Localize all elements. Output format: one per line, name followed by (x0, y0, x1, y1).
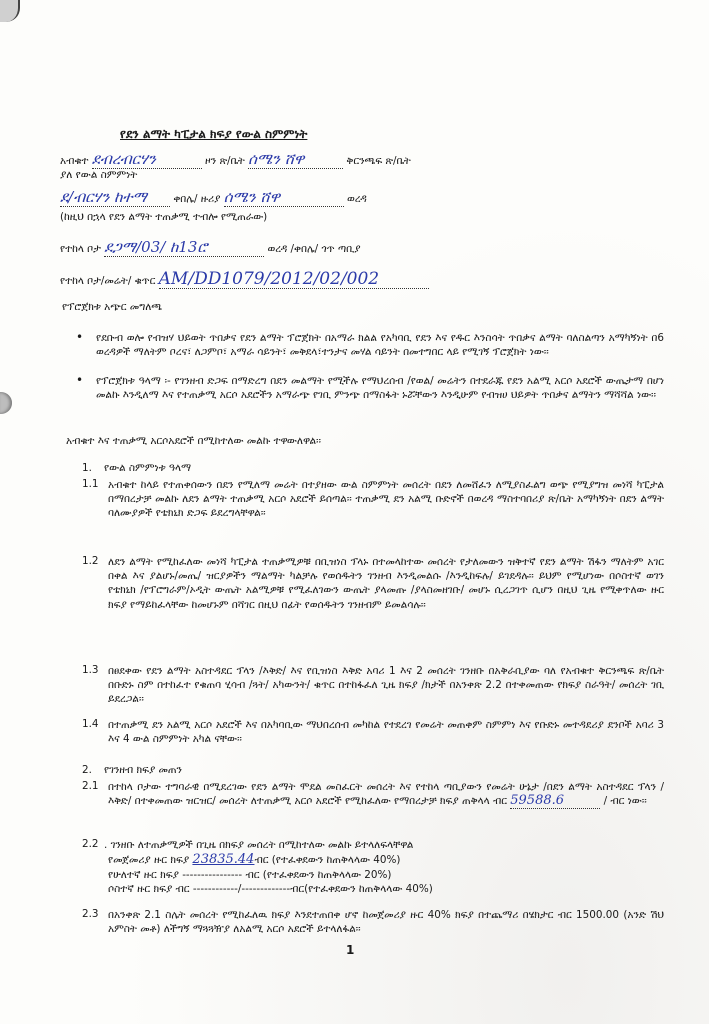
total-amount-field[interactable]: 59588.6 (510, 794, 600, 809)
bullet-dot: • (76, 373, 84, 387)
installment-amount[interactable]: 23835.44 (192, 852, 255, 867)
installment-suffix: ብር (የተፈቀደውን ከጠቅላላው 40%) (254, 854, 401, 866)
branch-office-label: ቅርንጫፍ ጽ/ቤት (346, 155, 411, 167)
clause-text: አብቁተ ከላይ የተጠቀሰውን በደን የሚለማ መሬት በተያዘው ውል ስምምነት መሰረት በደን ለመሸፈን ለሚያስፈልግ ወጭ የሚያግዝ መነሻ ካፒታል በማበረታቻ መልኩ ለደን ልማት ተጠቃሚ አርሶ አደሮች ይሰጣል፡፡ ተጠቃሚ ደን አልሚ ቡድኖች በወረዳ ማስተባበሪያ ጽ/ቤት አማካኝነት በደን ልማት ባለሙያዎች የቴክኒክ ድጋፍ ይደረግላቸዋል፡፡ (108, 479, 664, 520)
clause-number: 1.3 (82, 664, 99, 676)
zone-office-label: ዞን ጽ/ቤት (205, 155, 245, 167)
woreda-label: ወረዳ (347, 193, 367, 205)
clause-text: በተጠቃሚ ደን አልሚ አርሶ አደሮች እና በአካባቢው ማህበረሰብ መካከል የተደረገ የመሬት መጠቀም ስምምነ እና የቡድኑ መተዳደሪያ ደንቦች አባሪ 3 እና 4 ውል ስምምነት አካል ናቸው፡፡ (108, 719, 664, 746)
site-number-field[interactable]: AM/DD1079/2012/02/002 (159, 272, 429, 289)
agreement-intro: አብቁተ እና ተጠቃሚ አርሶአደሮች በሚከተለው መልኩ ተዋውለዋል፡፡ (66, 435, 321, 447)
bullet-text: የፕሮጀክቱ ዓላማ ፡- የገንዘብ ድጋፍ በማድረግ በደን መልማት የሚችሉ የማህረሰብ /የወል/ መሬትን በተደራጁ የደን አልሚ አርሶ አደሮች ውጤታማ በሆነ መልኩ እንዲለማ እና የተጠቃሚ አርሶ አደሮችን አማራጭ የገቢ ምንጭ በማስፋት ኑሯቸውን እንዲሁም የብዝሀ ህይዎት ጥበቃና ልማትን ማሻሻል ነው፡፡ (96, 375, 664, 402)
staple-mark (0, 0, 20, 22)
clause-text-after: / ብር ነው፡፡ (603, 795, 647, 808)
clause-number: 1.4 (82, 718, 99, 730)
branch-label: አብቁተ (60, 155, 89, 167)
zone-office-field[interactable]: ሰሜን ሸዋ (248, 152, 343, 169)
page-number: 1 (346, 943, 355, 957)
clause-number: 1.2 (82, 555, 99, 567)
header-line-1 (60, 152, 411, 169)
woreda-field[interactable]: ሰሜን ሸዋ (224, 190, 344, 207)
planting-site-suffix: ወረዳ /ቀበሌ/ ጎጥ ጣቢያ (267, 243, 361, 255)
branch-field[interactable]: ደብረብርሃን (92, 152, 202, 169)
clause-text: ለደን ልማት የሚከፈለው መነሻ ካፒታል ተጠቃሚዎቹ በቢዝነስ ፕላኑ በተመላከተው መሰረት የታለመውን ዝቅተኛ የደን ልማት ሽፋን ማለትም አገር በቀል እና ያልሆኑ/መጤ/ ዝርያዎችን ማልማት ካልቻሉ የወሰዱትን ገንዘብ እንዲመልሱ /እንዲከፍሉ/ ይገደዳሉ፡፡ ይህም የሚሆነው በሶስተኛ ወገን የቴክኒክ /የፕሮግራም/ኦዲት ውጤት አልሚዎቹ የሚፈለገውን ውጤት ያላመጡ /ያላስመዘገቡ/ መሆኑ ሲረጋገጥ ሲሆን በዚህ ጊዜ የሚቀጥለው ዙር ክፍያ የማይከፈላቸው ከመሆኑም በሻገር በዚህ በፊት የወሰዱትን ገንዘብም ይመልሳሉ፡፡ (108, 556, 664, 611)
bullet-text: የደቡብ ወሎ የብዝሃ ህይወት ጥበቃና የደን ልማት ፕሮጀክት በአማራ ክልል የአካባቢ የደን እና የዱር እንስሳት ጥበቃና ልማት ባለስልጣን አማካኝነት በ6 ወረዳዎች ማለትም ቦረና፣ ለጋምቦ፣ አማራ ሳይንት፣ መቅደላ፣ተንታና መሃል ሳይንት በመተግበር ላይ የሚገኝ ፕሮጀክት ነው፡፡ (96, 332, 664, 359)
installment-row (108, 868, 391, 882)
installment-label: የሁለተኛ ዙር ክፍያ (108, 869, 179, 881)
planting-site-label: የተከላ ቦታ (60, 243, 101, 255)
installment-amount[interactable]: ------------/------------- (192, 883, 291, 895)
clause-text (108, 780, 664, 809)
installment-amount[interactable]: ---------------- (182, 869, 243, 881)
installment-suffix: ብር(የተፈቀደውን ከጠቅላላው 40%) (290, 883, 433, 895)
section-heading: የገንዘብ ክፍያ መጠን (104, 764, 182, 776)
project-summary-heading: የፕሮጀክቱ አጭር መግለጫ (62, 301, 163, 313)
punch-hole (0, 392, 12, 414)
header-line-2: ያለ የውል ስምምነት (60, 169, 138, 181)
clause-text-before: በተከላ ቦታው ተግባራዊ በሚደረገው የደን ልማት ሞደል መስፈርት መሰረት እና የተከላ ጣቢያውን የመሬት ሁኔታ /በደን ልማት አስተዳደር ፕላን /እቅድ/ በተቀመጠው ዝርዝር/ መሰረት ለተጠቃሚ አርሶ አደሮች የሚከፈለው የማበረታቻ ክፍያ ጠቅላላ ብር (108, 781, 664, 808)
section-heading: የውል ስምምነቱ ዓላማ (104, 462, 192, 474)
installment-intro: . ገንዘቡ ለተጠቃሚዎች በጊዜ በክፍያ መሰረት በሚከተለው መልኩ ይተላለፍላቸዋል (104, 839, 414, 851)
header-line-3 (60, 190, 367, 207)
site-number-label: የተከላ ቦታ/መሬት/ ቁጥር (60, 275, 156, 287)
clause-number: 1.1 (82, 478, 99, 490)
clause-number: 2.3 (82, 908, 99, 920)
clause-text: በፀደቀው የደን ልማት አስተዳደር ፕላን /እቅድ/ እና የቢዝነስ እቅድ አባሪ 1 እና 2 መሰረት ገንዘቡ በአቅራቢያው ባለ የአብቁተ ቅርንጫፍ ጽ/ቤት በቡድኑ ስም በተከፈተ የቁጠባ ሂሳብ /ጓት/ አካውንት/ ቁጥር በተከፋፈለ ጊዜ ክፍያ /ክታች በአንቀጽ 2.2 በተቀመጠው የክፍያ ስራዓት/ መሰረት ገቢ ይደረጋል፡፡ (108, 665, 664, 706)
header-line-5 (60, 240, 361, 257)
header-line-6 (60, 269, 429, 289)
clause-number: 2.1 (82, 780, 99, 792)
installment-label: ሶስተኛ ዙር ክፍያ ብር (108, 883, 190, 895)
kebele-label: ቀበሌ/ ዙሪያ (173, 193, 221, 205)
installment-label: የመጀመሪያ ዙር ክፍያ (108, 854, 190, 866)
planting-site-field[interactable]: ደጋማ/03/ ከ13ሮ (104, 240, 264, 257)
bullet-dot: • (76, 330, 84, 344)
kebele-field[interactable]: ደ/ብርሃን ከተማ (60, 190, 170, 207)
beneficiary-note: (ከዚህ በኋላ የደን ልማት ተጠቃሚ ተብሎ የሚጠራው) (60, 211, 268, 223)
installment-row (108, 882, 433, 896)
section-number: 1. (82, 462, 92, 474)
document-title: የደን ልማት ካፒታል ክፍያ የውል ስምምነት (120, 127, 308, 141)
installment-suffix: ብር (የተፈቀደውን ከጠቅላላው 20%) (245, 869, 392, 881)
installment-row (108, 853, 400, 867)
clause-text: በአንቀጽ 2.1 ስሌት መሰረት የሚከፈለዉ ክፍያ እንደተጠበቀ ሆኖ ከመጀመሪያ ዙር 40% ክፍያ በተጨማሪ በሄክታር ብር 1500.00 (አንድ ሽህ አምስት መቶ) ለችግኝ ማጓጓዥያ ለአልሚ አርሶ አደሮች ይተላለፋል፡፡ (108, 909, 664, 936)
section-number: 2. (82, 764, 92, 776)
clause-number: 2.2 (82, 838, 99, 850)
